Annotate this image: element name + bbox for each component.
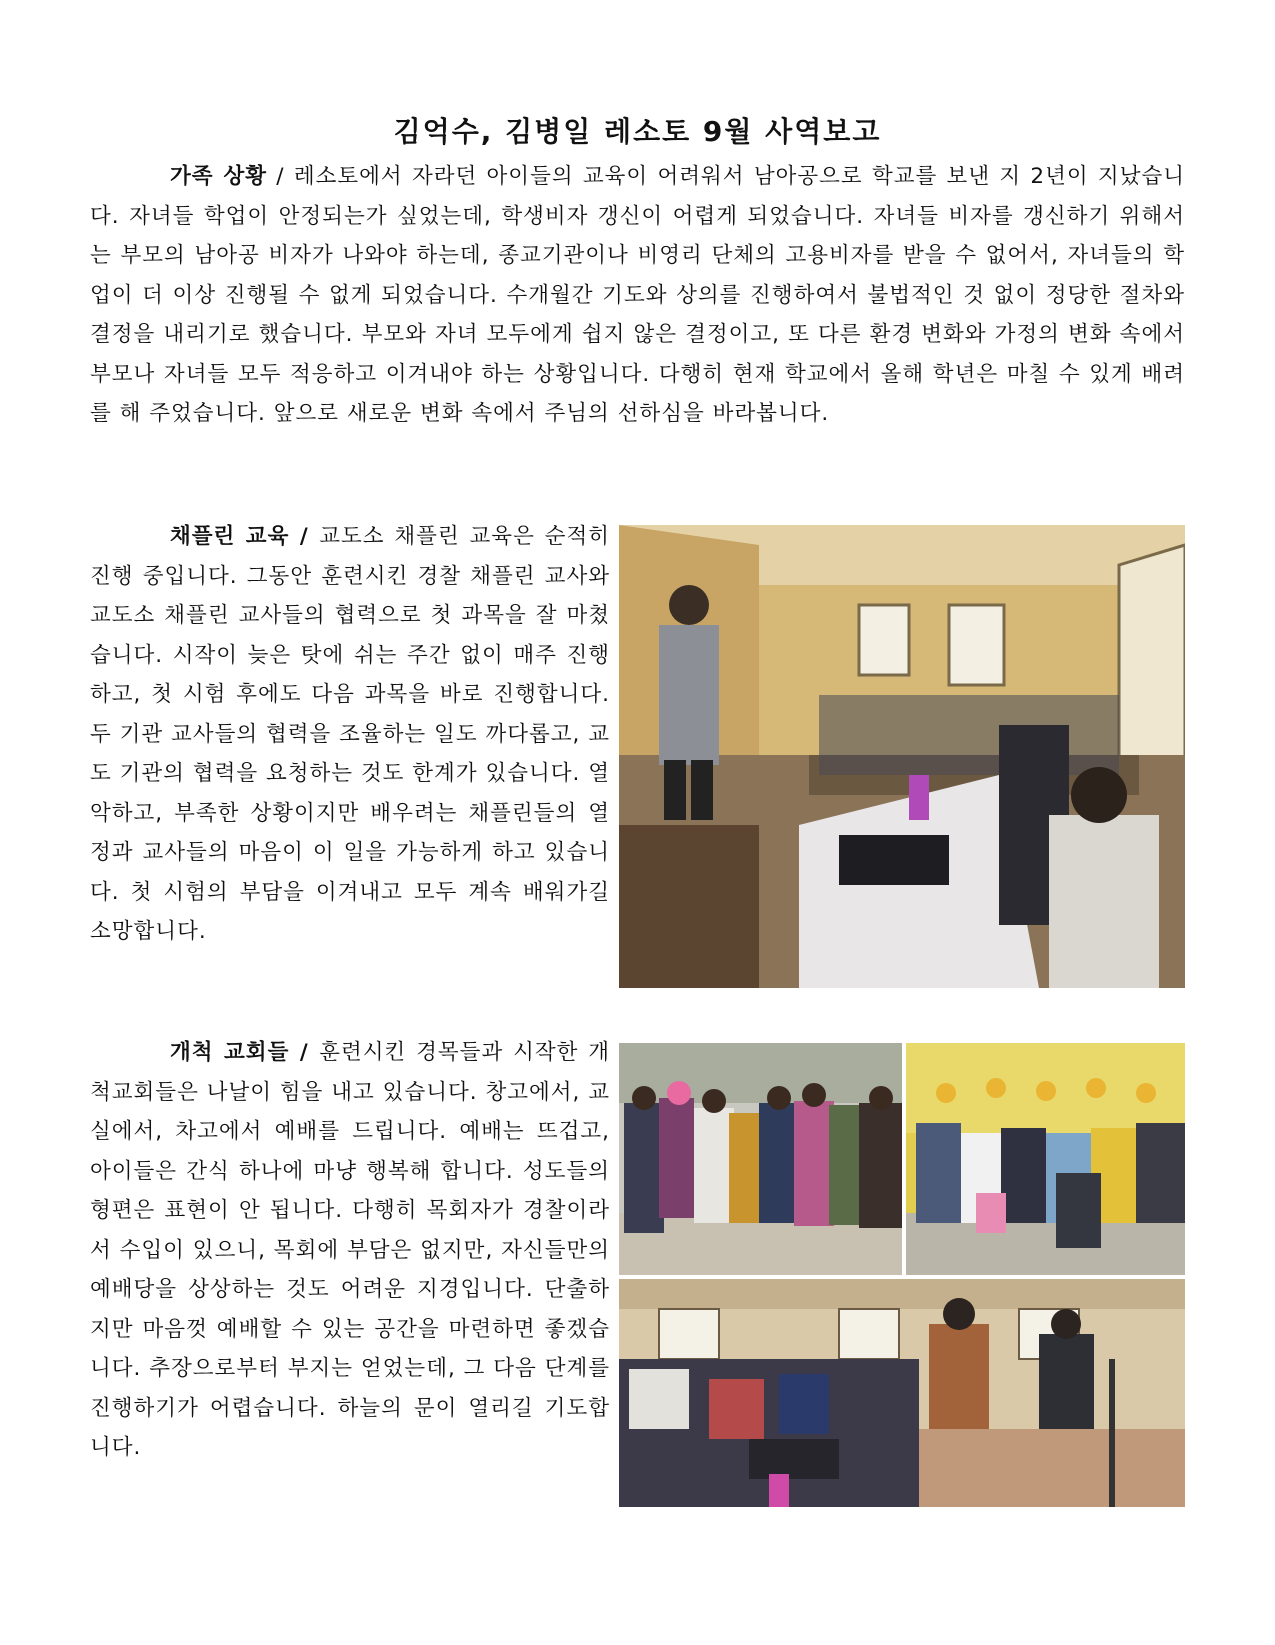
section-heading: 개척 교회들 — [170, 1040, 290, 1065]
section-chaplain-education — [90, 517, 610, 952]
section-body: 교도소 채플린 교육은 순적히 진행 중입니다. 그동안 훈련시킨 경찰 채플린 교사와 교도소 채플린 교사들의 협력으로 첫 과목을 잘 마쳤습니다. 시작이 늦은 탓에 쉬는 주간 없이 매주 진행하고, 첫 시험 후에도 다음 과목을 바로 진행합니다. 두 기관 교사들의 협력을 조율하는 일도 까다롭고, 교도 기관의 협력을 요청하는 것도 한계가 있습니다. 열악하고, 부족한 상황이지만 배우려는 채플린들의 열정과 교사들의 마음이 이 일을 가능하게 하고 있습니다. 첫 시험의 부담을 이겨내고 모두 계속 배워가길 소망합니다. — [90, 524, 610, 944]
section-heading: 가족 상황 — [170, 164, 268, 189]
document-title: 김억수, 김병일 레소토 9월 사역보고 — [393, 115, 882, 148]
worship-service-photo — [619, 1279, 1185, 1507]
section-church-planting — [90, 1033, 610, 1468]
church-crowd-photo — [619, 1043, 902, 1275]
section-separator: / — [289, 1040, 320, 1065]
section-body: 레소토에서 자라던 아이들의 교육이 어려워서 남아공으로 학교를 보낸 지 2년이 지났습니다. 자녀들 학업이 안정되는가 싶었는데, 학생비자 갱신이 어렵게 되었습니다. 자녀들 비자를 갱신하기 위해서는 부모의 남아공 비자가 나와야 하는데, 종교기관이나 비영리 단체의 고용비자를 받을 수 없어서, 자녀들의 학업이 더 이상 진행될 수 없게 되었습니다. 수개월간 기도와 상의를 진행하여서 불법적인 것 없이 정당한 절차와 결정을 내리기로 했습니다. 부모와 자녀 모두에게 쉽지 않은 결정이고, 또 다른 환경 변화와 가정의 변화 속에서 부모나 자녀들 모두 적응하고 이겨내야 하는 상황입니다. 다행히 현재 학교에서 올해 학년은 마칠 수 있게 배려를 해 주었습니다. 앞으로 새로운 변화 속에서 주님의 선하심을 바라봅니다. — [90, 164, 1185, 426]
classroom-training-photo — [619, 525, 1185, 988]
section-separator: / — [267, 164, 294, 189]
section-body: 훈련시킨 경목들과 시작한 개척교회들은 나날이 힘을 내고 있습니다. 창고에서, 교실에서, 차고에서 예배를 드립니다. 예배는 뜨겁고, 아이들은 간식 하나에 마냥 행복해 합니다. 성도들의 형편은 표현이 안 됩니다. 다행히 목회자가 경찰이라서 수입이 있으니, 목회에 부담은 없지만, 자신들만의 예배당을 상상하는 것도 어려운 지경입니다. 단출하지만 마음껏 예배할 수 있는 공간을 마련하면 좋겠습니다. 추장으로부터 부지는 얻었는데, 그 다음 단계를 진행하기가 어렵습니다. 하늘의 문이 열리길 기도합니다. — [90, 1040, 610, 1460]
section-heading: 채플린 교육 — [170, 524, 290, 549]
section-family — [90, 157, 1185, 434]
children-snack-photo — [906, 1043, 1185, 1275]
section-separator: / — [289, 524, 320, 549]
